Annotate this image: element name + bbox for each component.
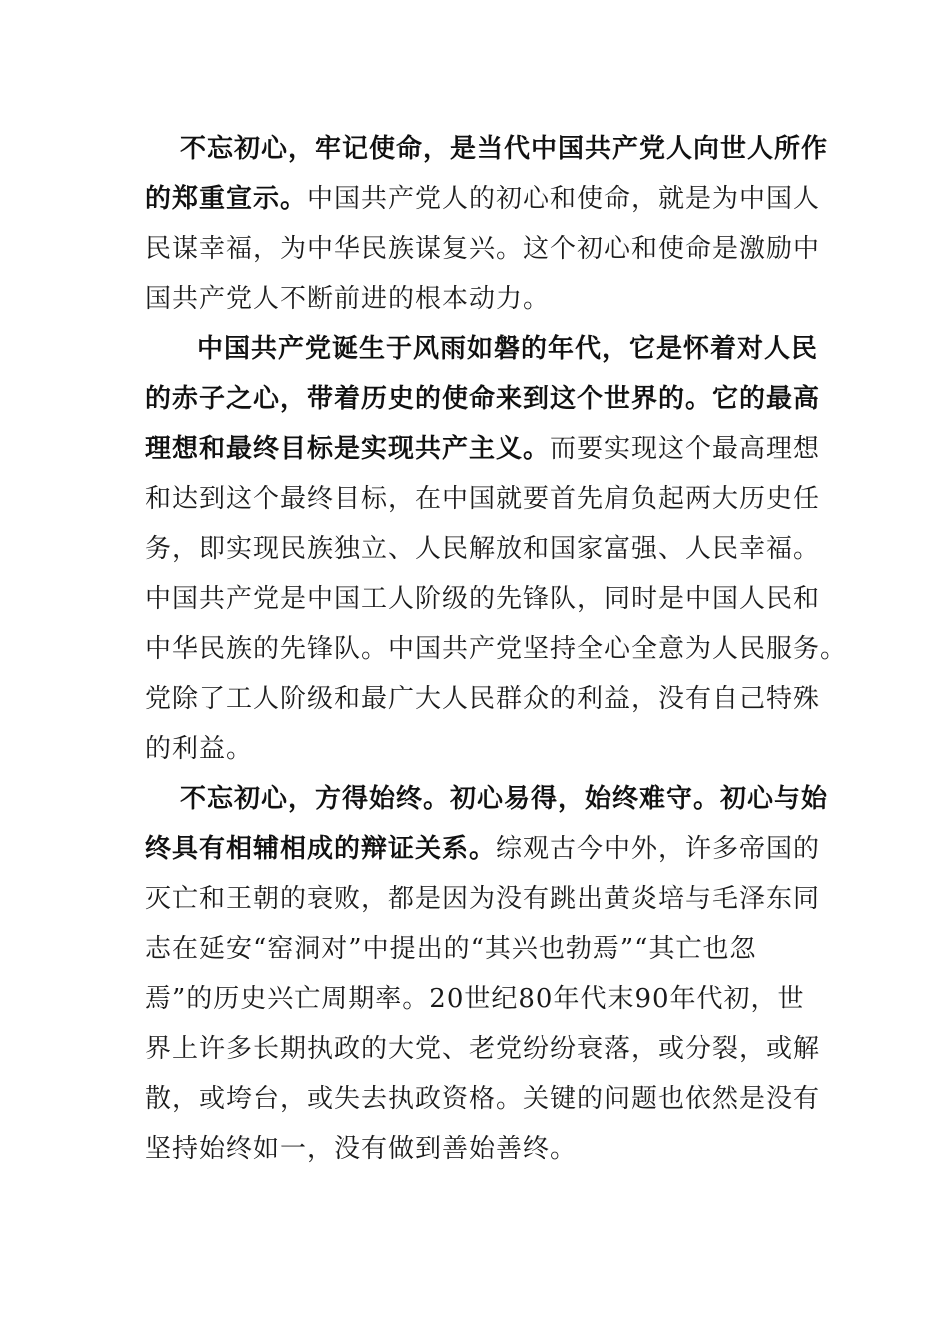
paragraph-2-line-1: [197, 324, 818, 374]
paragraph-3-line-2: [145, 824, 820, 874]
body-text: 和达到这个最终目标，在中国就要首先肩负起两大历史任: [145, 484, 821, 514]
body-text: 焉”的历史兴亡周期率。20世纪80年代末90年代初，世: [145, 984, 805, 1014]
paragraph-1-line-2: [145, 174, 820, 224]
body-text: 灭亡和王朝的衰败，都是因为没有跳出黄炎培与毛泽东同: [145, 884, 821, 914]
body-text: 务，即实现民族独立、人民解放和国家富强、人民幸福。: [145, 534, 821, 564]
paragraph-2-line-4: [145, 474, 820, 524]
bold-text: 的赤子之心，带着历史的使命来到这个世界的。它的最高: [145, 384, 821, 414]
bold-text: 中国共产党诞生于风雨如磐的年代，它是怀着对人民: [197, 334, 819, 364]
paragraph-1-line-1: [180, 124, 828, 174]
paragraph-3-line-1: [180, 774, 828, 824]
body-text: 志在延安“窑洞对”中提出的“其兴也勃焉”“其亡也忽: [145, 934, 757, 964]
body-text: 坚持始终如一，没有做到善始善终。: [145, 1134, 578, 1164]
paragraph-1-line-4: [145, 274, 550, 324]
paragraph-2-line-8: [145, 674, 820, 724]
bold-text: 不忘初心，方得始终。初心易得，始终难守。初心与始: [180, 784, 829, 814]
body-text: 民谋幸福，为中华民族谋复兴。这个初心和使命是激励中: [145, 234, 821, 264]
body-text: 中华民族的先锋队。中国共产党坚持全心全意为人民服务。: [145, 634, 848, 664]
body-text: 的利益。: [145, 734, 254, 764]
paragraph-2-line-7: [145, 624, 847, 674]
paragraph-2-line-9: [145, 724, 253, 774]
bold-text: 的郑重宣示。: [145, 184, 308, 214]
paragraph-2-line-6: [145, 574, 820, 624]
paragraph-3-line-4: [145, 924, 756, 974]
body-text: 散，或垮台，或失去执政资格。关键的问题也依然是没有: [145, 1084, 821, 1114]
bold-text: 理想和最终目标是实现共产主义。: [145, 434, 551, 464]
body-text: 而要实现这个最高理想: [550, 434, 821, 464]
body-text: 国共产党人不断前进的根本动力。: [145, 284, 551, 314]
bold-text: 终具有相辅相成的辩证关系。: [145, 834, 497, 864]
body-text: 中国共产党是中国工人阶级的先锋队，同时是中国人民和: [145, 584, 821, 614]
paragraph-1-line-3: [145, 224, 820, 274]
paragraph-2-line-5: [145, 524, 820, 574]
body-text: 综观古今中外，许多帝国的: [496, 834, 821, 864]
body-text: 中国共产党人的初心和使命，就是为中国人: [307, 184, 821, 214]
paragraph-3-line-8: [145, 1124, 577, 1174]
paragraph-3-line-3: [145, 874, 820, 924]
body-text: 界上许多长期执政的大党、老党纷纷衰落，或分裂，或解: [145, 1034, 821, 1064]
bold-text: 不忘初心，牢记使命，是当代中国共产党人向世人所作: [180, 134, 829, 164]
paragraph-2-line-2: [145, 374, 820, 424]
paragraph-2-line-3: [145, 424, 820, 474]
paragraph-3-line-6: [145, 1024, 820, 1074]
body-text: 党除了工人阶级和最广大人民群众的利益，没有自己特殊: [145, 684, 821, 714]
paragraph-3-line-7: [145, 1074, 820, 1124]
paragraph-3-line-5: [145, 974, 805, 1024]
